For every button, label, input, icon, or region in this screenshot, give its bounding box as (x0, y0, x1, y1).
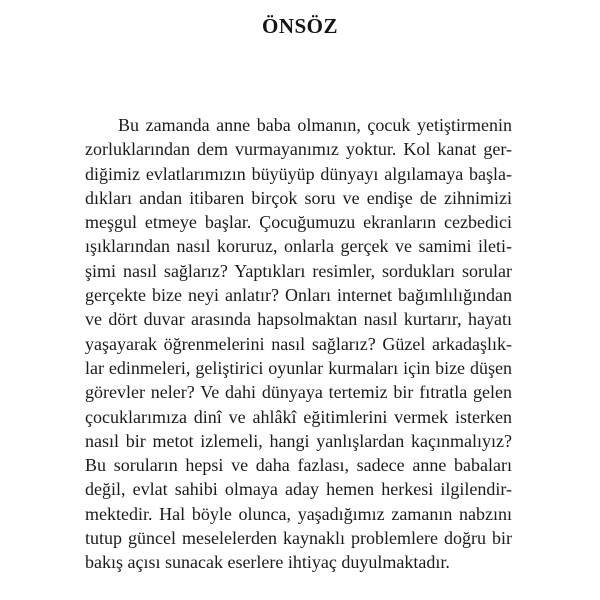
text-line: Bu zamanda anne baba olmanın, çocuk yetiştirmenin (118, 115, 512, 135)
text-line: ışıklarından nasıl koruruz, onlarla gerçek ve samimi ileti- (85, 236, 512, 257)
page-title: ÖNSÖZ (261, 14, 339, 38)
text-line: meşgul etmeye başlar. Çocuğumuzu ekranların cezbedici (85, 212, 512, 233)
text-line: bakış açısı sunacak eserlere ihtiyaç duyulmaktadır. (85, 552, 450, 573)
text-line: değil, evlat sahibi olmaya aday hemen herkesi ilgilendir- (85, 479, 512, 500)
text-line: mektedir. Hal böyle olunca, yaşadığımız zamanın nabzını (85, 503, 512, 524)
text-line: lar edinmeleri, geliştirici oyunlar kurmaları için bize düşen (85, 357, 512, 378)
text-line: dıkları andan itibaren birçok soru ve endişe de zihnimizi (85, 187, 512, 208)
text-line: şimi nasıl sağlarız? Yaptıkları resimler, sordukları sorular (85, 260, 512, 281)
text-line: ve dört duvar arasında hapsolmaktan nasıl kurtarır, hayatı (85, 309, 512, 330)
text-line: çocuklarımıza dinî ve ahlâkî eğitimlerini vermek isterken (85, 406, 512, 427)
preface-paragraph (85, 113, 512, 575)
text-line: tutup güncel meselelerden kaynaklı problemlere doğru bir (85, 528, 512, 549)
text-line: Bu soruların hepsi ve daha fazlası, sadece anne babaları (85, 455, 512, 476)
text-line: zorluklarından dem vurmayanımız yoktur. Kol kanat ger- (85, 139, 512, 160)
text-line: yaşayarak öğrenmelerini nasıl sağlarız? Güzel arkadaşlık- (85, 333, 512, 354)
text-line: gerçekte bize neyi anlatır? Onları internet bağımlılığından (85, 285, 512, 306)
text-line: diğimiz evlatlarımızın büyüyüp dünyayı algılamaya başla- (85, 163, 512, 184)
text-line: görevler neler? Ve dahi dünyaya tertemiz bir fıtratla gelen (85, 382, 512, 403)
text-line: nasıl bir metot izlemeli, hangi yanlışlardan kaçınmalıyız? (85, 430, 512, 451)
